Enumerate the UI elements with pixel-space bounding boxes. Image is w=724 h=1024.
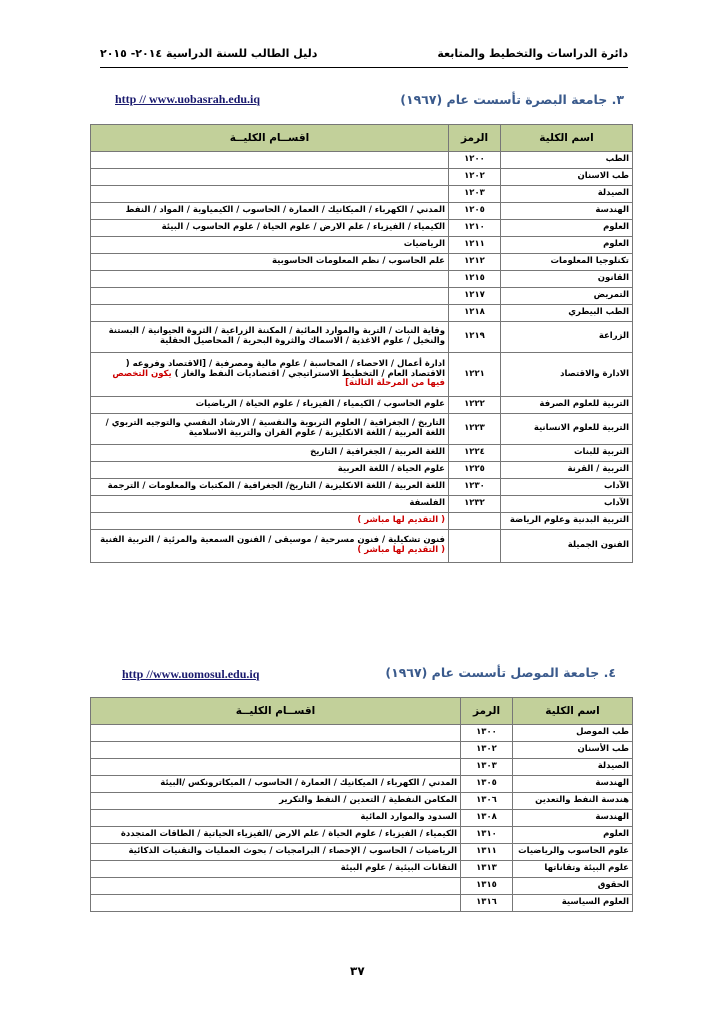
- table-row: [91, 305, 633, 322]
- college-name-cell: العلوم: [501, 220, 633, 237]
- table-row: [91, 878, 633, 895]
- college-name-cell: القانون: [501, 271, 633, 288]
- college-name-cell: الصيدلة: [513, 759, 633, 776]
- departments-cell: [91, 793, 461, 810]
- college-code-cell: ١٣٠٦: [461, 793, 513, 810]
- college-name-cell: الزراعة: [501, 322, 633, 353]
- table-row: [91, 445, 633, 462]
- table-row: [91, 186, 633, 203]
- departments-cell: [91, 288, 449, 305]
- departments-text: التاريخ / الجغرافية / العلوم التربوية والنفسية / الارشاد النفسي والتوجيه التربوي / اللغة العربية / اللغة الانكليزية / علوم القران والتربية الاسلامية: [105, 418, 445, 438]
- departments-cell: [91, 445, 449, 462]
- departments-cell: [91, 186, 449, 203]
- departments-cell: [91, 237, 449, 254]
- table-row: [91, 861, 633, 878]
- college-name-cell: الآداب: [501, 479, 633, 496]
- college-code-cell: ١٢١٨: [449, 305, 501, 322]
- departments-cell: [91, 254, 449, 271]
- college-code-cell: ١٢٠٥: [449, 203, 501, 220]
- departments-cell: [91, 878, 461, 895]
- college-code-cell: ١٣١١: [461, 844, 513, 861]
- college-code-cell: ١٢١٥: [449, 271, 501, 288]
- departments-text: علوم الحياة / اللغة العربية: [337, 464, 445, 475]
- departments-text: الكيمياء / الفيزياء / علم الارض / علوم الحياة / علوم الحاسوب / البيئة: [161, 222, 445, 233]
- col-code-header: الرمز: [461, 698, 513, 725]
- basrah-url[interactable]: http // www.uobasrah.edu.iq: [115, 92, 261, 106]
- departments-cell: [91, 776, 461, 793]
- direct-admission-note: يكون التخصص فيها من المرحلة الثالثة]: [112, 368, 445, 389]
- college-name-cell: طب الاسنان: [501, 169, 633, 186]
- college-code-cell: ١٢٠٠: [449, 152, 501, 169]
- table-row: [91, 397, 633, 414]
- departments-cell: [91, 305, 449, 322]
- college-name-cell: الطب البيطري: [501, 305, 633, 322]
- departments-cell: [91, 827, 461, 844]
- college-code-cell: ١٢٢١: [449, 353, 501, 397]
- departments-cell: [91, 530, 449, 563]
- college-code-cell: ١٣٠٣: [461, 759, 513, 776]
- college-name-cell: العلوم: [501, 237, 633, 254]
- college-name-cell: علوم الحاسوب والرياضيات: [513, 844, 633, 861]
- page-number: ٣٧: [350, 964, 365, 978]
- table-row: [91, 203, 633, 220]
- college-name-cell: هندسة النفط والتعدين: [513, 793, 633, 810]
- departments-text: علوم الحاسوب / الكيمياء / الفيزياء / علوم الحياة / الرياضيات: [195, 399, 445, 410]
- departments-cell: [91, 203, 449, 220]
- college-code-cell: ١٢٢٣: [449, 414, 501, 445]
- college-code-cell: ١٣٠٠: [461, 725, 513, 742]
- departments-text: فنون تشكيلية / فنون مسرحية / موسيقى / الفنون السمعية والمرئية / التربية الفنية: [100, 535, 445, 546]
- college-code-cell: ١٢٣٢: [449, 496, 501, 513]
- table-row: [91, 152, 633, 169]
- col-code-header: الرمز: [449, 125, 501, 152]
- college-code-cell: ١٢١١: [449, 237, 501, 254]
- departments-text: المدني / الكهرباء / الميكانيك / العمارة / الحاسوب / الكيمياوية / المواد / النفط: [125, 205, 445, 216]
- departments-cell: [91, 895, 461, 912]
- basrah-title: ٣. جامعة البصرة تأسست عام (١٩٦٧): [400, 92, 624, 107]
- table-row: [91, 271, 633, 288]
- departments-cell: [91, 513, 449, 530]
- college-name-cell: الصيدلة: [501, 186, 633, 203]
- college-name-cell: التربية البدنية وعلوم الرياضة: [501, 513, 633, 530]
- college-name-cell: التربية للبنات: [501, 445, 633, 462]
- departments-cell: [91, 759, 461, 776]
- departments-cell: [91, 496, 449, 513]
- college-name-cell: التربية للعلوم الصرفة: [501, 397, 633, 414]
- college-code-cell: ١٣٠٨: [461, 810, 513, 827]
- table-row: [91, 237, 633, 254]
- college-name-cell: العلوم السياسية: [513, 895, 633, 912]
- departments-cell: [91, 414, 449, 445]
- college-name-cell: الادارة والاقتصاد: [501, 353, 633, 397]
- table-row: [91, 895, 633, 912]
- departments-cell: [91, 271, 449, 288]
- departments-cell: [91, 322, 449, 353]
- college-name-cell: تكنلوجيا المعلومات: [501, 254, 633, 271]
- direct-admission-note: ( التقديم لها مباشر ): [357, 515, 445, 526]
- college-name-cell: العلوم: [513, 827, 633, 844]
- college-name-cell: التربية للعلوم الانسانية: [501, 414, 633, 445]
- table-row: [91, 496, 633, 513]
- college-code-cell: ١٣١٥: [461, 878, 513, 895]
- college-name-cell: الهندسة: [501, 203, 633, 220]
- departments-cell: [91, 810, 461, 827]
- table-row: [91, 827, 633, 844]
- departments-cell: [91, 479, 449, 496]
- college-name-cell: الهندسة: [513, 810, 633, 827]
- departments-text: الكيمياء / الفيزياء / علوم الحياة / علم الارض /الفيزياء الحياتية / الطاقات المتجددة: [120, 829, 457, 840]
- departments-text: المدني / الكهرباء / الميكانيك / العمارة / الحاسوب / الميكاترونكس /البيئة: [160, 778, 457, 789]
- college-code-cell: ١٢٠٢: [449, 169, 501, 186]
- table-row: [91, 462, 633, 479]
- departments-text: السدود والموارد المائية: [360, 812, 457, 823]
- college-code-cell: ١٢١٩: [449, 322, 501, 353]
- college-code-cell: ١٣١٠: [461, 827, 513, 844]
- table-row: [91, 353, 633, 397]
- college-code-cell: ١٢٣٠: [449, 479, 501, 496]
- col-college-header: اسم الكلية: [513, 698, 633, 725]
- departments-cell: [91, 844, 461, 861]
- mosul-colleges-table: [90, 697, 633, 912]
- mosul-url[interactable]: http //www.uomosul.edu.iq: [122, 667, 260, 681]
- departments-text: اللغة العربية / الجغرافية / التاريخ: [310, 447, 445, 458]
- college-code-cell: ١٣١٦: [461, 895, 513, 912]
- departments-text: الرياضيات: [403, 239, 445, 250]
- college-code-cell: ١٢٢٥: [449, 462, 501, 479]
- header-department: دائرة الدراسات والتخطيط والمتابعة: [437, 47, 628, 60]
- college-code-cell: ١٢١٧: [449, 288, 501, 305]
- departments-cell: [91, 220, 449, 237]
- col-depts-header: اقســام الكليــة: [91, 698, 461, 725]
- college-name-cell: الآداب: [501, 496, 633, 513]
- departments-text: وقاية النبات / التربة والموارد المائية / المكننة الزراعية / الثروة الحيوانية / البستنة والنخيل / علوم الاغذية / الاسماك والثروة البحرية / المحاصيل الحقلية: [108, 326, 445, 346]
- college-code-cell: [449, 513, 501, 530]
- mosul-title: ٤. جامعة الموصل تأسست عام (١٩٦٧): [385, 665, 616, 680]
- departments-cell: [91, 152, 449, 169]
- departments-cell: [91, 725, 461, 742]
- departments-text: الرياضيات / الحاسوب / الإحصاء / البرامجيات / بحوث العمليات والتقنيات الذكائية: [128, 846, 457, 857]
- departments-text: المكامن النفطية / التعدين / النفط والتكرير: [279, 795, 457, 806]
- college-name-cell: التربية / القرنة: [501, 462, 633, 479]
- departments-cell: [91, 169, 449, 186]
- college-name-cell: الحقوق: [513, 878, 633, 895]
- direct-admission-note: ( التقديم لها مباشر ): [357, 545, 445, 555]
- table-row: [91, 776, 633, 793]
- college-code-cell: ١٢٠٣: [449, 186, 501, 203]
- header-guide-year: دليل الطالب للسنة الدراسية ٢٠١٤- ٢٠١٥: [100, 47, 318, 60]
- college-code-cell: ١٣٠٥: [461, 776, 513, 793]
- table-row: [91, 220, 633, 237]
- table-row: [91, 793, 633, 810]
- departments-text: اللغة العربية / اللغة الانكليزية / التاريخ/ الجغرافية / المكتبات والمعلومات / الترجمة: [107, 481, 445, 492]
- college-name-cell: علوم البيئة وتقاناتها: [513, 861, 633, 878]
- page-header: [100, 47, 628, 67]
- col-depts-header: اقســام الكليــة: [91, 125, 449, 152]
- table-row: [91, 322, 633, 353]
- college-name-cell: طب الموصل: [513, 725, 633, 742]
- college-code-cell: ١٢١٢: [449, 254, 501, 271]
- college-name-cell: الطب: [501, 152, 633, 169]
- departments-cell: [91, 353, 449, 397]
- table-row: [91, 530, 633, 563]
- college-name-cell: الهندسة: [513, 776, 633, 793]
- college-code-cell: [449, 530, 501, 563]
- table-row: [91, 169, 633, 186]
- college-name-cell: طب الأسنان: [513, 742, 633, 759]
- departments-text: التقانات البيئية / علوم البيئة: [340, 863, 457, 874]
- college-code-cell: ١٢٢٤: [449, 445, 501, 462]
- table-row: [91, 513, 633, 530]
- table-row: [91, 759, 633, 776]
- departments-cell: [91, 861, 461, 878]
- table-row: [91, 479, 633, 496]
- table-row: [91, 414, 633, 445]
- basrah-colleges-table: [90, 124, 633, 563]
- table-row: [91, 725, 633, 742]
- departments-cell: [91, 742, 461, 759]
- college-name-cell: التمريض: [501, 288, 633, 305]
- departments-cell: [91, 462, 449, 479]
- table-row: [91, 254, 633, 271]
- college-code-cell: ١٣١٣: [461, 861, 513, 878]
- college-code-cell: ١٢١٠: [449, 220, 501, 237]
- departments-text: الفلسفة: [409, 498, 445, 509]
- college-code-cell: ١٢٢٢: [449, 397, 501, 414]
- col-college-header: اسم الكلية: [501, 125, 633, 152]
- college-name-cell: الفنون الجميلة: [501, 530, 633, 563]
- departments-cell: [91, 397, 449, 414]
- table-row: [91, 810, 633, 827]
- table-row: [91, 288, 633, 305]
- departments-text: ادارة أعمال / الاحصاء / المحاسبة / علوم مالية ومصرفية / [الاقتصاد وفروعه ( الاقتصاد العام / التخطيط الاستراتيجي / اقتصاديات النفط والغاز ): [125, 358, 445, 379]
- header-rule: [100, 67, 628, 68]
- departments-text: علم الحاسوب / نظم المعلومات الحاسوبية: [272, 256, 445, 267]
- table-row: [91, 844, 633, 861]
- table-row: [91, 742, 633, 759]
- college-code-cell: ١٣٠٢: [461, 742, 513, 759]
